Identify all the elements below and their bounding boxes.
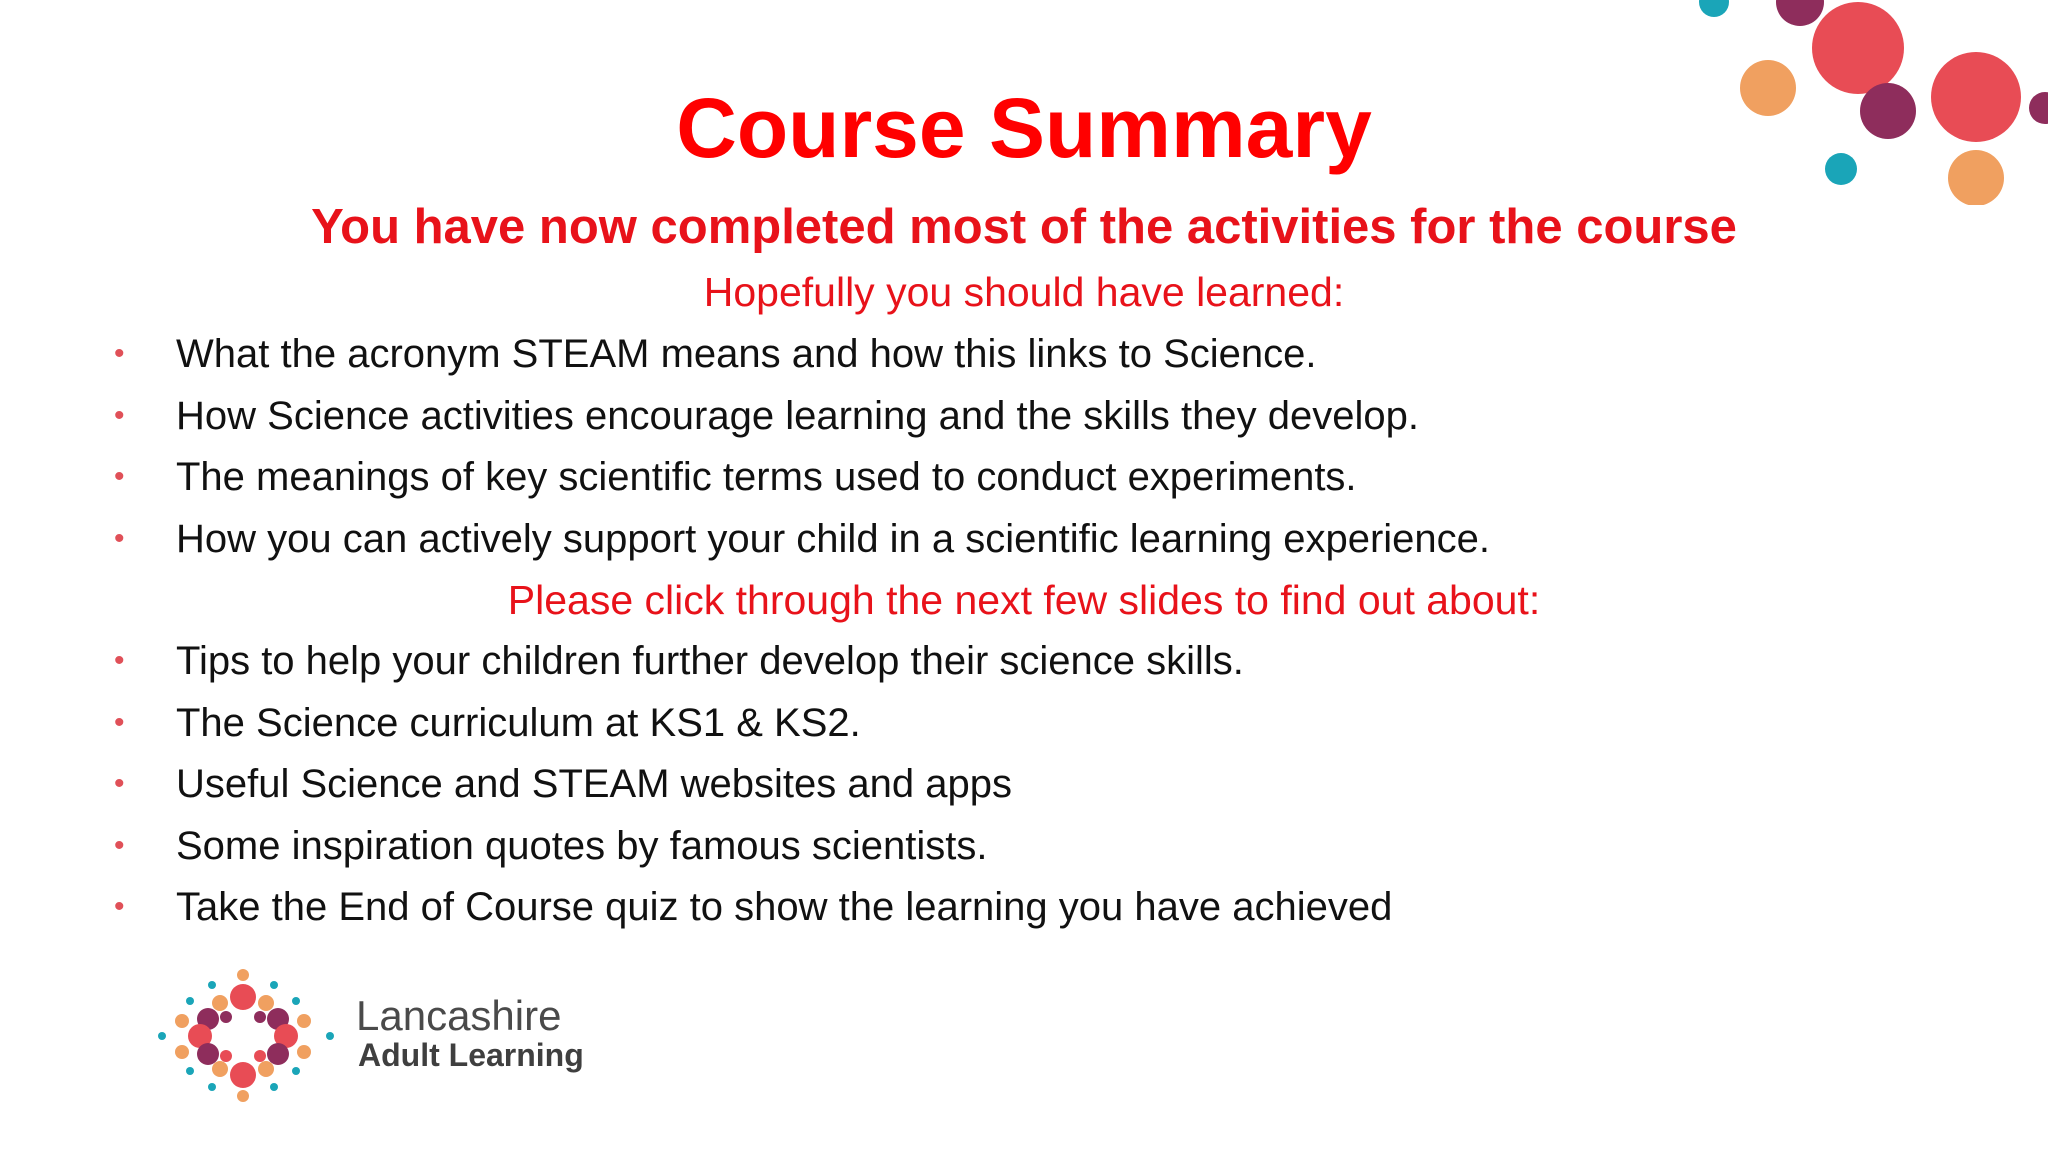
bullet-icon: • (114, 890, 125, 923)
logo-text-lancashire: Lancashire (356, 992, 562, 1039)
list-item-text: What the acronym STEAM means and how this links to Science. (176, 332, 1317, 376)
bullet-icon: • (114, 644, 125, 677)
bullet-icon: • (114, 767, 125, 800)
logo-text-adult-learning: Adult Learning (358, 1037, 584, 1073)
list-item-text: How Science activities encourage learning and the skills they develop. (176, 393, 1419, 438)
list-item-text: Take the End of Course quiz to show the learning you have achieved (176, 885, 1393, 929)
next-heading: Please click through the next few slides to find out about: (507, 577, 1541, 623)
bullet-icon: • (114, 521, 125, 555)
list-item-text: Useful Science and STEAM websites and apps (176, 762, 1012, 806)
bullet-icon: • (114, 460, 125, 493)
bullet-icon: • (114, 337, 125, 370)
list-item-text: Some inspiration quotes by famous scientists. (176, 823, 988, 868)
learned-heading: Hopefully you should have learned: (703, 269, 1345, 315)
list-item-text: Tips to help your children further develop their science skills. (176, 639, 1244, 683)
lancashire-logo (150, 965, 650, 1105)
list-item-text: The Science curriculum at KS1 & KS2. (176, 700, 861, 745)
list-item-text: How you can actively support your child in a scientific learning experience. (176, 516, 1491, 561)
bullet-icon: • (114, 398, 125, 432)
list-item-text: The meanings of key scientific terms used to conduct experiments. (176, 455, 1357, 499)
bullet-icon: • (114, 828, 125, 862)
slide-title: Course Summary (676, 81, 1372, 175)
bullet-icon: • (114, 705, 125, 739)
slide-subtitle: You have now completed most of the activities for the course (311, 200, 1737, 254)
lancashire-logo-icon (150, 965, 340, 1105)
